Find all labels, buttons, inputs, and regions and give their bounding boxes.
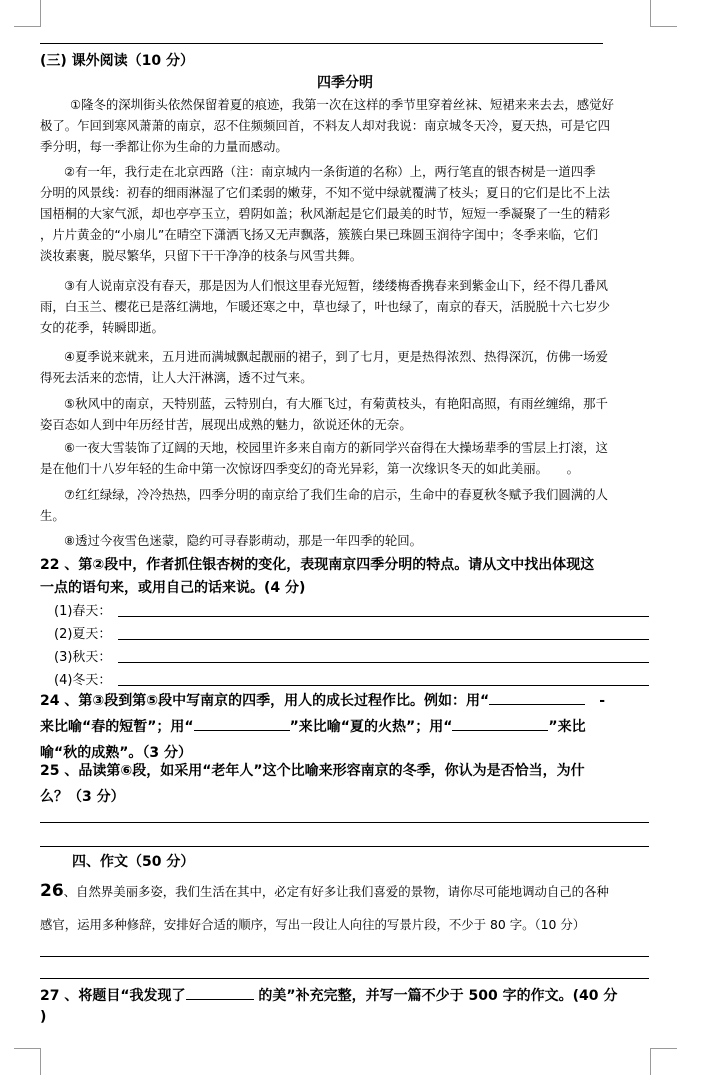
- q24-blank-1[interactable]: [489, 690, 585, 705]
- q26-answer-line-2[interactable]: [40, 978, 649, 979]
- passage-paragraph-7: ⑦红红绿绿，冷冷热热，四季分明的南京给了我们生命的启示，生命中的春夏秋冬赋予我们圆满的人 生。: [40, 487, 608, 523]
- question-27: 27 、将题目“我发现了 的美”补充完整，并写一篇不少于 500 字的作文。(40 分 ): [40, 985, 617, 1025]
- q24-blank-3[interactable]: [452, 716, 548, 731]
- passage-paragraph-4: ④夏季说来就来，五月进而满城飘起靓丽的裙子，到了七月，更是热得浓烈、热得深沉，仿佛一场爱 得死去活来的恋情，让人大汗淋漓，透不过气来。: [40, 349, 608, 385]
- q22-answer-line-summer[interactable]: [118, 639, 649, 640]
- crop-mark-bottom-right: [650, 1048, 677, 1075]
- q25-answer-line-1[interactable]: [40, 822, 649, 823]
- q22-answer-line-winter[interactable]: [118, 685, 649, 686]
- q26-answer-line-1[interactable]: [40, 956, 649, 957]
- passage-paragraph-3: ③有人说南京没有春天，那是因为人们恨这里春光短暂，缕缕梅香携春来到紫金山下，经不得几番风 雨，白玉兰、樱花已是落红满地，乍暖还寒之中，草也绿了，叶也绿了，南京的春天，活脱脱十六七岁少 女的花季，转瞬即逝。: [40, 278, 610, 335]
- crop-mark-bottom-left: [14, 1048, 41, 1075]
- q22-answer-line-spring[interactable]: [118, 616, 649, 617]
- q22-label-spring: (1)春天：: [54, 604, 112, 619]
- crop-mark-top-left: [14, 0, 41, 27]
- section-heading-reading: (三) 课外阅读（10 分）: [40, 53, 195, 69]
- passage-paragraph-6: ⑥一夜大雪装饰了辽阔的天地，校园里许多来自南方的新同学兴奋得在大操场辈季的雪层上打滚，这 是在他们十八岁年轻的生命中第一次惊讶四季变幻的奇光异彩，第一次缘识冬天的如此美丽。 。: [40, 440, 608, 476]
- section-heading-composition: 四、作文（50 分）: [72, 854, 195, 870]
- q25-answer-line-2[interactable]: [40, 846, 649, 847]
- passage-paragraph-8: ⑧透过今夜雪色迷蒙，隐约可寻春影萌动，那是一年四季的轮回。: [64, 533, 423, 548]
- header-rule: [40, 43, 603, 44]
- question-26: 26、自然界美丽多姿，我们生活在其中，必定有好多让我们喜爱的景物，请你尽可能地调动自己的各种 感官，运用多种修辞，安排好合适的顺序，写出一段让人向往的写景片段，不少于 80 字。（10 分）: [40, 881, 609, 932]
- q22-label-autumn: (3)秋天：: [54, 650, 112, 665]
- passage-paragraph-5: ⑤秋风中的南京，天特别蓝，云特别白，有大雁飞过，有菊黄枝头，有艳阳高照，有雨丝缠绵，那千 姿百态如人到中年历经甘苦，展现出成熟的魅力，欲说还休的无奈。: [40, 396, 608, 432]
- question-22: 22 、第②段中，作者抓住银杏树的变化，表现南京四季分明的特点。请从文中找出体现这 一点的语句来，或用自己的话来说。(4 分): [40, 557, 595, 596]
- crop-mark-top-right: [650, 0, 677, 27]
- q24-blank-2[interactable]: [194, 716, 290, 731]
- passage-paragraph-2: ②有一年，我行走在北京西路（注：南京城内一条街道的名称）上，两行笔直的银杏树是一道四季 分明的风景线：初春的细雨淋湿了它们柔弱的嫩芽，不知不觉中绿就覆满了枝头；夏日的它们是比不上法 国梧桐的大家气派，却也亭亭玉立，碧阴如盖；秋风渐起是它们最美的时节，短短一季凝聚了一生的精彩 ，片片黄金的“小扇儿”在晴空下潇洒飞扬又无声飘落，簇簇白果已珠圆玉润待字闺中；冬季来临，它们 淡妆素裹，脱尽繁华，只留下干干净净的枝条与风雪共舞。: [40, 164, 610, 263]
- q22-label-summer: (2)夏天：: [54, 627, 112, 642]
- q27-title-blank[interactable]: [186, 985, 254, 1000]
- passage-paragraph-1: ①隆冬的深圳街头依然保留着夏的痕迹，我第一次在这样的季节里穿着丝袜、短裙来来去去，感觉好 极了。乍回到寒风萧萧的南京，忍不住频频回首，不料友人却对我说：南京城冬天冷，夏天热，可是它四 季分明，每一季都让你为生命的力量而感动。: [40, 97, 614, 154]
- q22-answer-line-autumn[interactable]: [118, 662, 649, 663]
- q22-label-winter: (4)冬天：: [54, 673, 112, 688]
- question-25: 25 、品读第⑥段，如采用“老年人”这个比喻来形容南京的冬季，你认为是否恰当，为什 么？（3 分）: [40, 763, 585, 805]
- question-24: 24 、第③段到第⑤段中写南京的四季，用人的成长过程作比。例如：用“ - 来比喻“春的短暂”；用“ ”来比喻“夏的火热”；用“ ”来比 喻“秋的成熟”。（3 分）: [40, 690, 605, 762]
- passage-title: 四季分明: [317, 75, 373, 91]
